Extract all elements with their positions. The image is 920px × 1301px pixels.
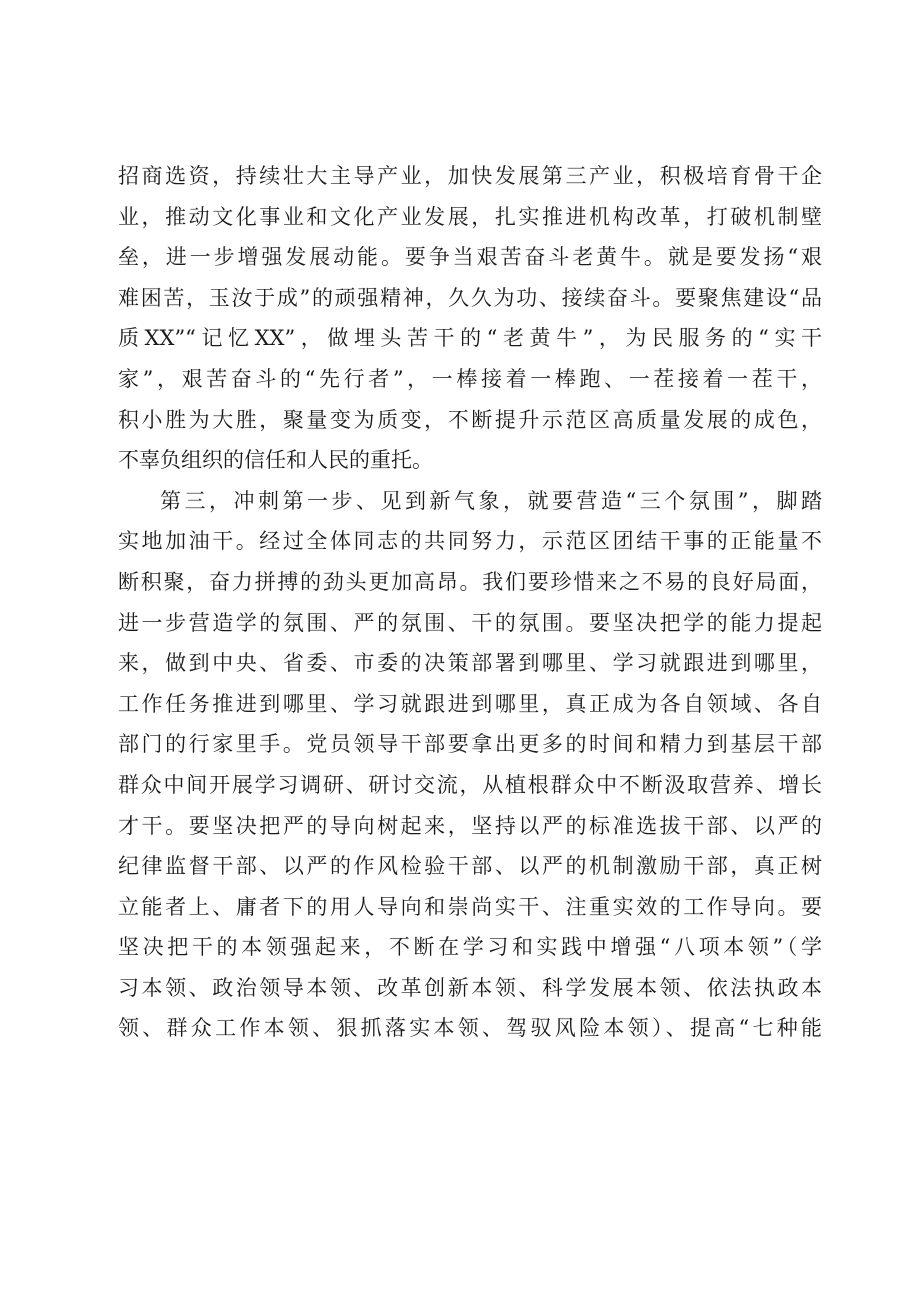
body-text xyxy=(118,156,822,1049)
text-line: 质XX”“记忆XX”，做埋头苦干的“老黄牛”，为民服务的“实干 xyxy=(118,326,822,351)
text-line: 垒，进一步增强发展动能。要争当艰苦奋斗老黄牛。就是要发扬“艰 xyxy=(118,245,822,270)
text-line: 才干。要坚决把严的导向树起来，坚持以严的标准选拔干部、以严的 xyxy=(118,813,822,838)
text-line: 实地加油干。经过全体同志的共同努力，示范区团结干事的正能量不 xyxy=(118,529,822,554)
text-line: 部门的行家里手。党员领导干部要拿出更多的时间和精力到基层干部 xyxy=(118,732,822,757)
text-line: 领、群众工作本领、狠抓落实本领、驾驭风险本领）、提高“七种能 xyxy=(118,1016,822,1041)
text-line: 来，做到中央、省委、市委的决策部署到哪里、学习就跟进到哪里， xyxy=(118,651,822,676)
text-line: 积小胜为大胜，聚量变为质变，不断提升示范区高质量发展的成色， xyxy=(118,407,822,432)
text-line: 群众中间开展学习调研、研讨交流，从植根群众中不断汲取营养、增长 xyxy=(118,772,822,797)
text-line: 习本领、政治领导本领、改革创新本领、科学发展本领、依法执政本 xyxy=(118,975,822,1000)
text-line: 第三，冲刺第一步、见到新气象，就要营造“三个氛围”，脚踏 xyxy=(160,488,822,513)
text-line: 纪律监督干部、以严的作风检验干部、以严的机制激励干部，真正树 xyxy=(118,854,822,879)
text-line: 业，推动文化事业和文化产业发展，扎实推进机构改革，打破机制壁 xyxy=(118,204,822,229)
paragraph-2 xyxy=(118,481,822,1049)
text-line: 断积聚，奋力拼搏的劲头更加高昂。我们要珍惜来之不易的良好局面， xyxy=(118,569,822,594)
text-line: 立能者上、庸者下的用人导向和崇尚实干、注重实效的工作导向。要 xyxy=(118,894,822,919)
text-line: 工作任务推进到哪里、学习就跟进到哪里，真正成为各自领域、各自 xyxy=(118,691,822,716)
text-line: 进一步营造学的氛围、严的氛围、干的氛围。要坚决把学的能力提起 xyxy=(118,610,822,635)
text-line: 不辜负组织的信任和人民的重托。 xyxy=(118,448,433,473)
text-line: 家”，艰苦奋斗的“先行者”，一棒接着一棒跑、一茬接着一茬干， xyxy=(118,366,822,391)
text-line: 坚决把干的本领强起来，不断在学习和实践中增强“八项本领”（学 xyxy=(118,935,822,960)
paragraph-1 xyxy=(118,156,822,481)
text-line: 难困苦，玉汝于成”的顽强精神，久久为功、接续奋斗。要聚焦建设“品 xyxy=(118,285,822,310)
text-line: 招商选资，持续壮大主导产业，加快发展第三产业，积极培育骨干企 xyxy=(118,164,822,188)
